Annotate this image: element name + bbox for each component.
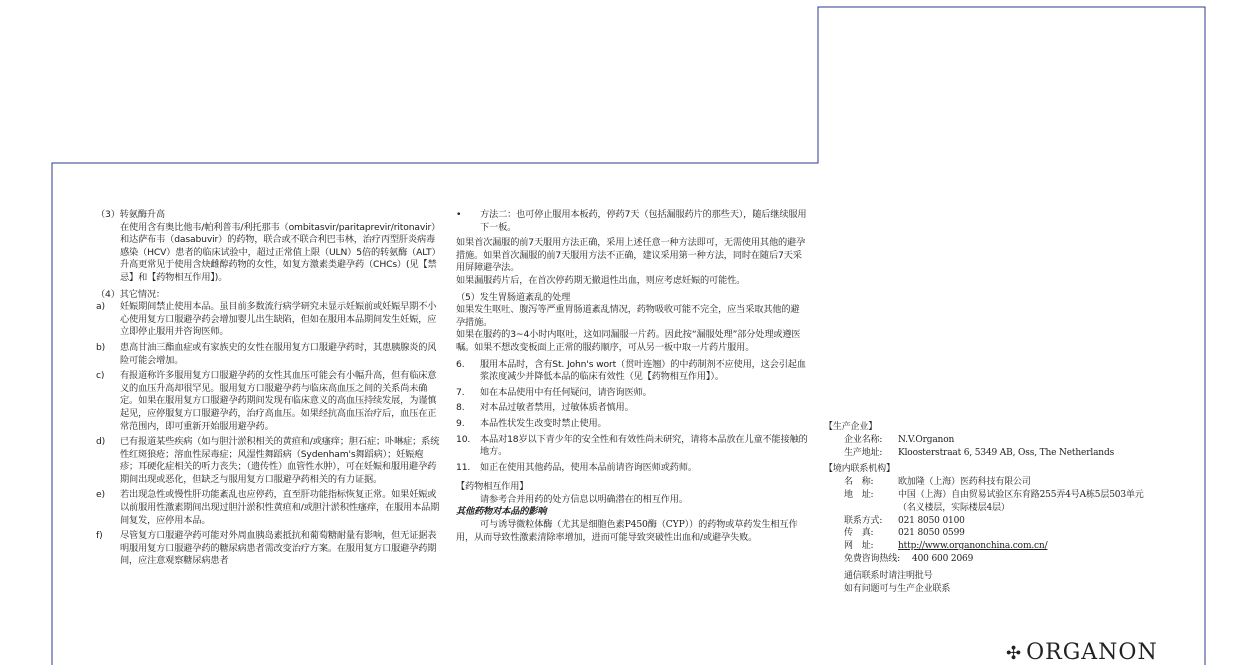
section-5-title: （5）发生胃肠道紊乱的处理 bbox=[456, 291, 571, 303]
list-item: 11. 如正在使用其他药品，使用本品前请咨询医师或药师。 bbox=[456, 461, 697, 473]
contact-website-row: 网 址: http://www.organonchina.com.cn/ bbox=[844, 541, 1048, 552]
organon-logo-text: ORGANON bbox=[1026, 640, 1158, 665]
no-bleeding-paragraph: 如果漏服药片后，在首次停药期无撤退性出血，则应考虑妊娠的可能性。 bbox=[456, 274, 746, 286]
other-drugs-text: 可与诱导微粒体酶（尤其是细胞色素P450酶（CYP））的药物或草药发生相互作用，从而导致性激素清除率增加，进而可能导致突破性出血和/或避孕失败。 bbox=[456, 519, 798, 543]
list-item: 7. 如在本品使用中有任何疑问，请咨询医师。 bbox=[456, 386, 652, 398]
list-item: 9. 本品性状发生改变时禁止使用。 bbox=[456, 417, 607, 429]
contact-hotline-row: 免费咨询热线: 400 600 2069 bbox=[844, 553, 974, 564]
list-item: 6. 服用本品时，含有St. John's wort（贯叶连翘）的中药制剂不应使用，这会引起血浆浓度减少并降低本品的临床有效性（见【药物相互作用】）。 bbox=[456, 358, 806, 383]
list-item: b) 患高甘油三酯血症或有家族史的女性在服用复方口服避孕药时，其患胰腺炎的风险可能会增加。 bbox=[96, 341, 437, 366]
list-item: a) 妊娠期间禁止使用本品。虽目前多数流行病学研究未显示妊娠前或妊娠早期不小心使用复方口服避孕药会增加婴儿出生缺陷，但如在服用本品期间发生妊娠，应立即停止服用并咨询医师。 bbox=[96, 301, 437, 338]
section-4-title: （4）其它情况： bbox=[96, 288, 165, 300]
section-3-title: （3）转氨酶升高 bbox=[96, 209, 165, 220]
list-item: f) 尽管复方口服避孕药可能对外周血胰岛素抵抗和葡萄糖耐量有影响，但无证据表明服用复方口服避孕药的糖尿病患者需改变治疗方案。在服用复方口服避孕药期间，应注意观察糖尿病患者 bbox=[96, 530, 437, 567]
contact-address-row: 地 址: 中国（上海）自由贸易试验区东育路255弄4号A栋5层503单元（名义楼层，实际楼层4层） bbox=[844, 489, 1144, 513]
organon-logo bbox=[1006, 640, 1158, 667]
section-5-para-1: 如果发生呕吐、腹泻等严重胃肠道紊乱情况，药物吸收可能不完全，应当采取其他的避孕措施。 bbox=[456, 304, 800, 328]
list-item: c) 有报道称许多服用复方口服避孕药的女性其血压可能会有小幅升高，但有临床意义的血压升高却很罕见。服用复方口服避孕药与临床高血压之间的关系尚未确定。如果在服用复方口服避孕药期间发现有临床意义的高血压持续发展，为谨慎起见，应停服复方口服避孕药，治疗高血压。如果经抗高血压治疗后，血压在正常范围内，即可重新开始服用避孕药。 bbox=[96, 370, 437, 432]
production-address-row: 生产地址: Kloosterstraat 6, 5349 AB, Oss, The Netherlands bbox=[844, 447, 1115, 458]
manufacturer-title: 【生产企业】 bbox=[824, 422, 878, 432]
organon-logo-icon: ✣ bbox=[1006, 643, 1023, 664]
contact-manufacturer-note: 如有问题可与生产企业联系 bbox=[844, 583, 951, 594]
method-2-item: • 方法二：也可停止服用本板药，停药7天（包括漏服药片的那些天），随后继续服用下一板。 bbox=[456, 209, 807, 233]
drug-interaction-text: 请参考合并用药的处方信息以明确潜在的相互作用。 bbox=[480, 493, 688, 505]
section-5-para-2: 如果在服药的3~4小时内呕吐，这如同漏服一片药。因此按“漏服处理”部分处理或遵医嘱。如果不想改变板面上正常的服药顺序，可从另一板中取一片药片服用。 bbox=[456, 329, 801, 353]
list-item: d) 已有报道某些疾病（如与胆汁淤积相关的黄疸和/或瘙痒；胆石症；卟啉症；系统性红斑狼疮；溶血性尿毒症；风湿性舞蹈病（Sydenham's舞蹈病）；妊娠疱疹；耳硬化症相关的听力丧失；（遗传性）血管性水肿），可在妊娠和服用避孕药期间出现或恶化，但缺乏与服用复方口服避孕药相关的有力证据。 bbox=[96, 436, 440, 485]
contact-name-row: 名 称: 欧加隆（上海）医药科技有限公司 bbox=[844, 477, 1031, 488]
other-drugs-title: 其他药物对本品的影响 bbox=[456, 506, 547, 518]
right-column bbox=[824, 421, 1154, 595]
left-column bbox=[96, 209, 441, 571]
middle-column bbox=[456, 209, 808, 544]
section-3-body: 在使用含有奥比他韦/帕利普韦/利托那韦（ombitasvir/paritaprevir/ritonavir）和达萨布韦（dasabuvir）的药物，联合或不联合利巴韦林，治疗丙型肝炎病毒感染（HCV）患者的临床试验中，超过正常值上限（ULN）5倍的转氨酶（ALT）升高更常见于使用含炔雌醇药物的女性，如复方激素类避孕药（CHCs）(见【禁忌】和【药物相互作用】)。 bbox=[120, 221, 441, 283]
batch-note: 通信联系时请注明批号 bbox=[844, 570, 933, 581]
list-item: e) 若出现急性或慢性肝功能紊乱也应停药，直至肝功能指标恢复正常。如果妊娠或以前服用性激素期间出现过胆汁淤积性黄疸和/或胆汁淤积性瘙痒，在服用本品期间复发，应停用本品。 bbox=[96, 489, 440, 526]
contact-fax-row: 传 真: 021 8050 0599 bbox=[844, 528, 965, 539]
drug-interaction-title: 【药物相互作用】 bbox=[456, 481, 529, 493]
website-link[interactable]: http://www.organonchina.com.cn/ bbox=[898, 541, 1048, 552]
company-name-row: 企业名称: N.V.Organon bbox=[844, 434, 955, 445]
missed-dose-paragraph: 如果首次漏服的前7天服用方法正确，采用上述任意一种方法即可，无需使用其他的避孕措施。如果首次漏服的前7天服用方法不正确，建议采用第一种方法，同时在随后7天采用屏障避孕法。 bbox=[456, 237, 806, 274]
domestic-contact-title: 【境内联系机构】 bbox=[824, 464, 895, 475]
list-item: 10. 本品对18岁以下青少年的安全性和有效性尚未研究，请将本品放在儿童不能接触的地方。 bbox=[456, 433, 808, 458]
list-item: 8. 对本品过敏者禁用，过敏体质者慎用。 bbox=[456, 402, 634, 414]
contact-phone-row: 联系方式: 021 8050 0100 bbox=[844, 515, 965, 526]
